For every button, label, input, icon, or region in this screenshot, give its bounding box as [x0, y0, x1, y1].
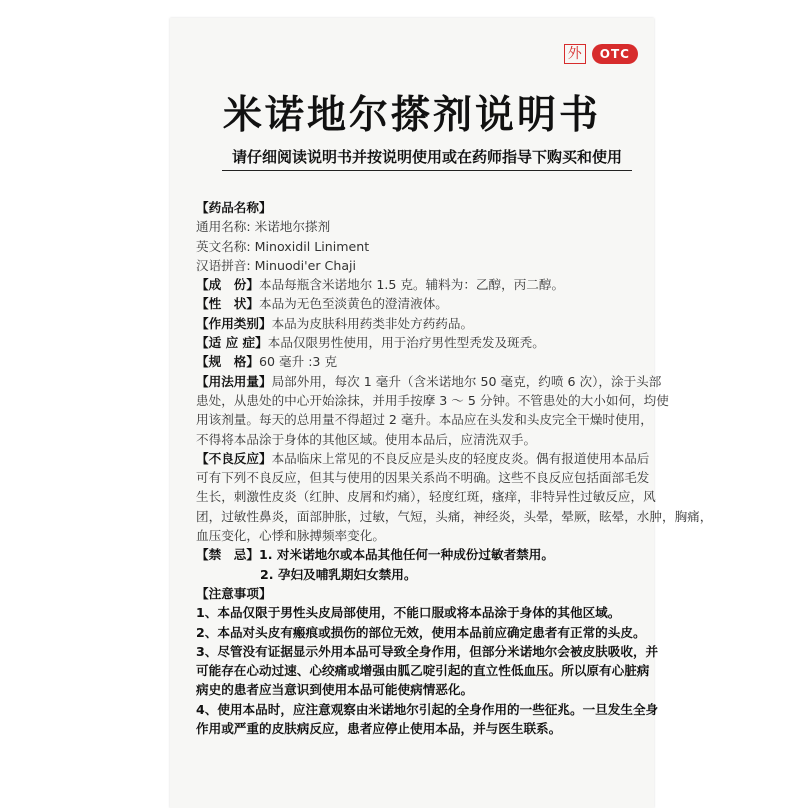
document-title: 米诺地尔搽剂说明书: [222, 93, 601, 138]
drug-name-heading: 【药品名称】: [196, 200, 272, 215]
spec-row: [196, 352, 644, 371]
category-text: 本品为皮肤科用药类非处方药药品。: [271, 315, 474, 331]
english-name: 英文名称: Minoxidil Liniment: [196, 238, 370, 254]
leaflet-body: [196, 198, 713, 738]
pinyin-name: 汉语拼音: Minuodi'er Chaji: [196, 257, 357, 273]
leaflet: [170, 18, 713, 808]
ingredients-row: [196, 275, 644, 294]
precaution-3c: 病史的患者应当意识到使用本品可能使病情恶化。: [196, 682, 474, 698]
character-text: 本品为无色至淡黄色的澄清液体。: [258, 296, 448, 312]
contra-line-2: 2. 孕妇及哺乳期妇女禁用。: [260, 566, 417, 582]
contra-line-1: 1. 对米诺地尔或本品其他任何一种成份过敏者禁用。: [258, 547, 554, 563]
ingredients-label: 【成 份】: [196, 277, 259, 293]
generic-name: 通用名称: 米诺地尔搽剂: [196, 219, 331, 235]
adverse-label: 【不良反应】: [196, 450, 272, 466]
precaution-2: 2、本品对头皮有瘢痕或损伤的部位无效，使用本品前应确定患者有正常的头皮。: [196, 624, 646, 640]
dosage-line-3: 用该剂量。每天的总用量不得超过 2 毫升。本品应在头发和头皮完全干燥时使用，: [196, 412, 653, 428]
adverse-line-3: 生长，刺激性皮炎（红肿、皮屑和灼痛），轻度红斑，瘙痒，非特异性过敏反应，风: [196, 489, 656, 505]
contra-row-2: [196, 565, 644, 584]
adverse-line-5: 血压变化，心悸和脉搏频率变化。: [196, 528, 385, 544]
otc-badge: OTC: [592, 44, 638, 64]
precaution-1: 1、本品仅限于男性头皮局部使用，不能口服或将本品涂于身体的其他区域。: [196, 605, 621, 621]
indications-label: 【适 应 症】: [196, 335, 268, 351]
contra-row: [196, 545, 644, 564]
ingredients-text: 本品每瓶含米诺地尔 1.5 克。辅料为：乙醇，丙二醇。: [258, 277, 565, 293]
dosage-line-2: 患处，从患处的中心开始涂抹，并用手按摩 3 ～ 5 分钟。不管患处的大小如何，均使: [196, 392, 669, 408]
adverse-row: [196, 449, 650, 468]
contra-label: 【禁 忌】: [196, 547, 259, 563]
adverse-line-1: 本品临床上常见的不良反应是头皮的轻度皮炎。偶有报道使用本品后: [271, 450, 650, 466]
dosage-line-4: 不得将本品涂于身体的其他区域。使用本品后，应清洗双手。: [196, 431, 537, 447]
indications-row: [196, 333, 644, 352]
character-label: 【性 状】: [196, 296, 259, 312]
badges: [564, 44, 638, 64]
character-row: [196, 294, 644, 313]
adverse-line-4: 团，过敏性鼻炎，面部肿胀，过敏，气短，头痛，神经炎，头晕，晕厥，眩晕，水肿，胸痛，: [196, 508, 713, 524]
indications-text: 本品仅限男性使用，用于治疗男性型秃发及斑秃。: [267, 335, 545, 351]
precautions-heading: 【注意事项】: [196, 585, 272, 601]
title-divider: [222, 170, 632, 171]
spec-text: 60 毫升 :3 克: [258, 354, 338, 370]
category-row: [196, 314, 644, 333]
precaution-3b: 可能存在心动过速、心绞痛或增强由胍乙啶引起的直立性低血压。所以原有心脏病: [196, 663, 650, 679]
dosage-line-1: 局部外用，每次 1 毫升（含米诺地尔 50 毫克，约喷 6 次），涂于头部: [271, 373, 662, 389]
precaution-3a: 3、尽管没有证据显示外用本品可导致全身作用，但部分米诺地尔会被皮肤吸收，并: [196, 643, 659, 659]
adverse-line-2: 可有下列不良反应，但其与使用的因果关系尚不明确。这些不良反应包括面部毛发: [196, 470, 650, 486]
precaution-4a: 4、使用本品时，应注意观察由米诺地尔引起的全身作用的一些征兆。一旦发生全身: [196, 701, 659, 717]
external-use-badge: 外: [564, 44, 586, 64]
document-subtitle: 请仔细阅读说明书并按说明使用或在药师指导下购买和使用: [231, 148, 622, 166]
precaution-4b: 作用或严重的皮肤病反应，患者应停止使用本品，并与医生联系。: [196, 721, 562, 737]
dosage-row: [196, 372, 662, 391]
category-label: 【作用类别】: [196, 315, 272, 331]
dosage-label: 【用法用量】: [196, 373, 272, 389]
spec-label: 【规 格】: [196, 354, 259, 370]
